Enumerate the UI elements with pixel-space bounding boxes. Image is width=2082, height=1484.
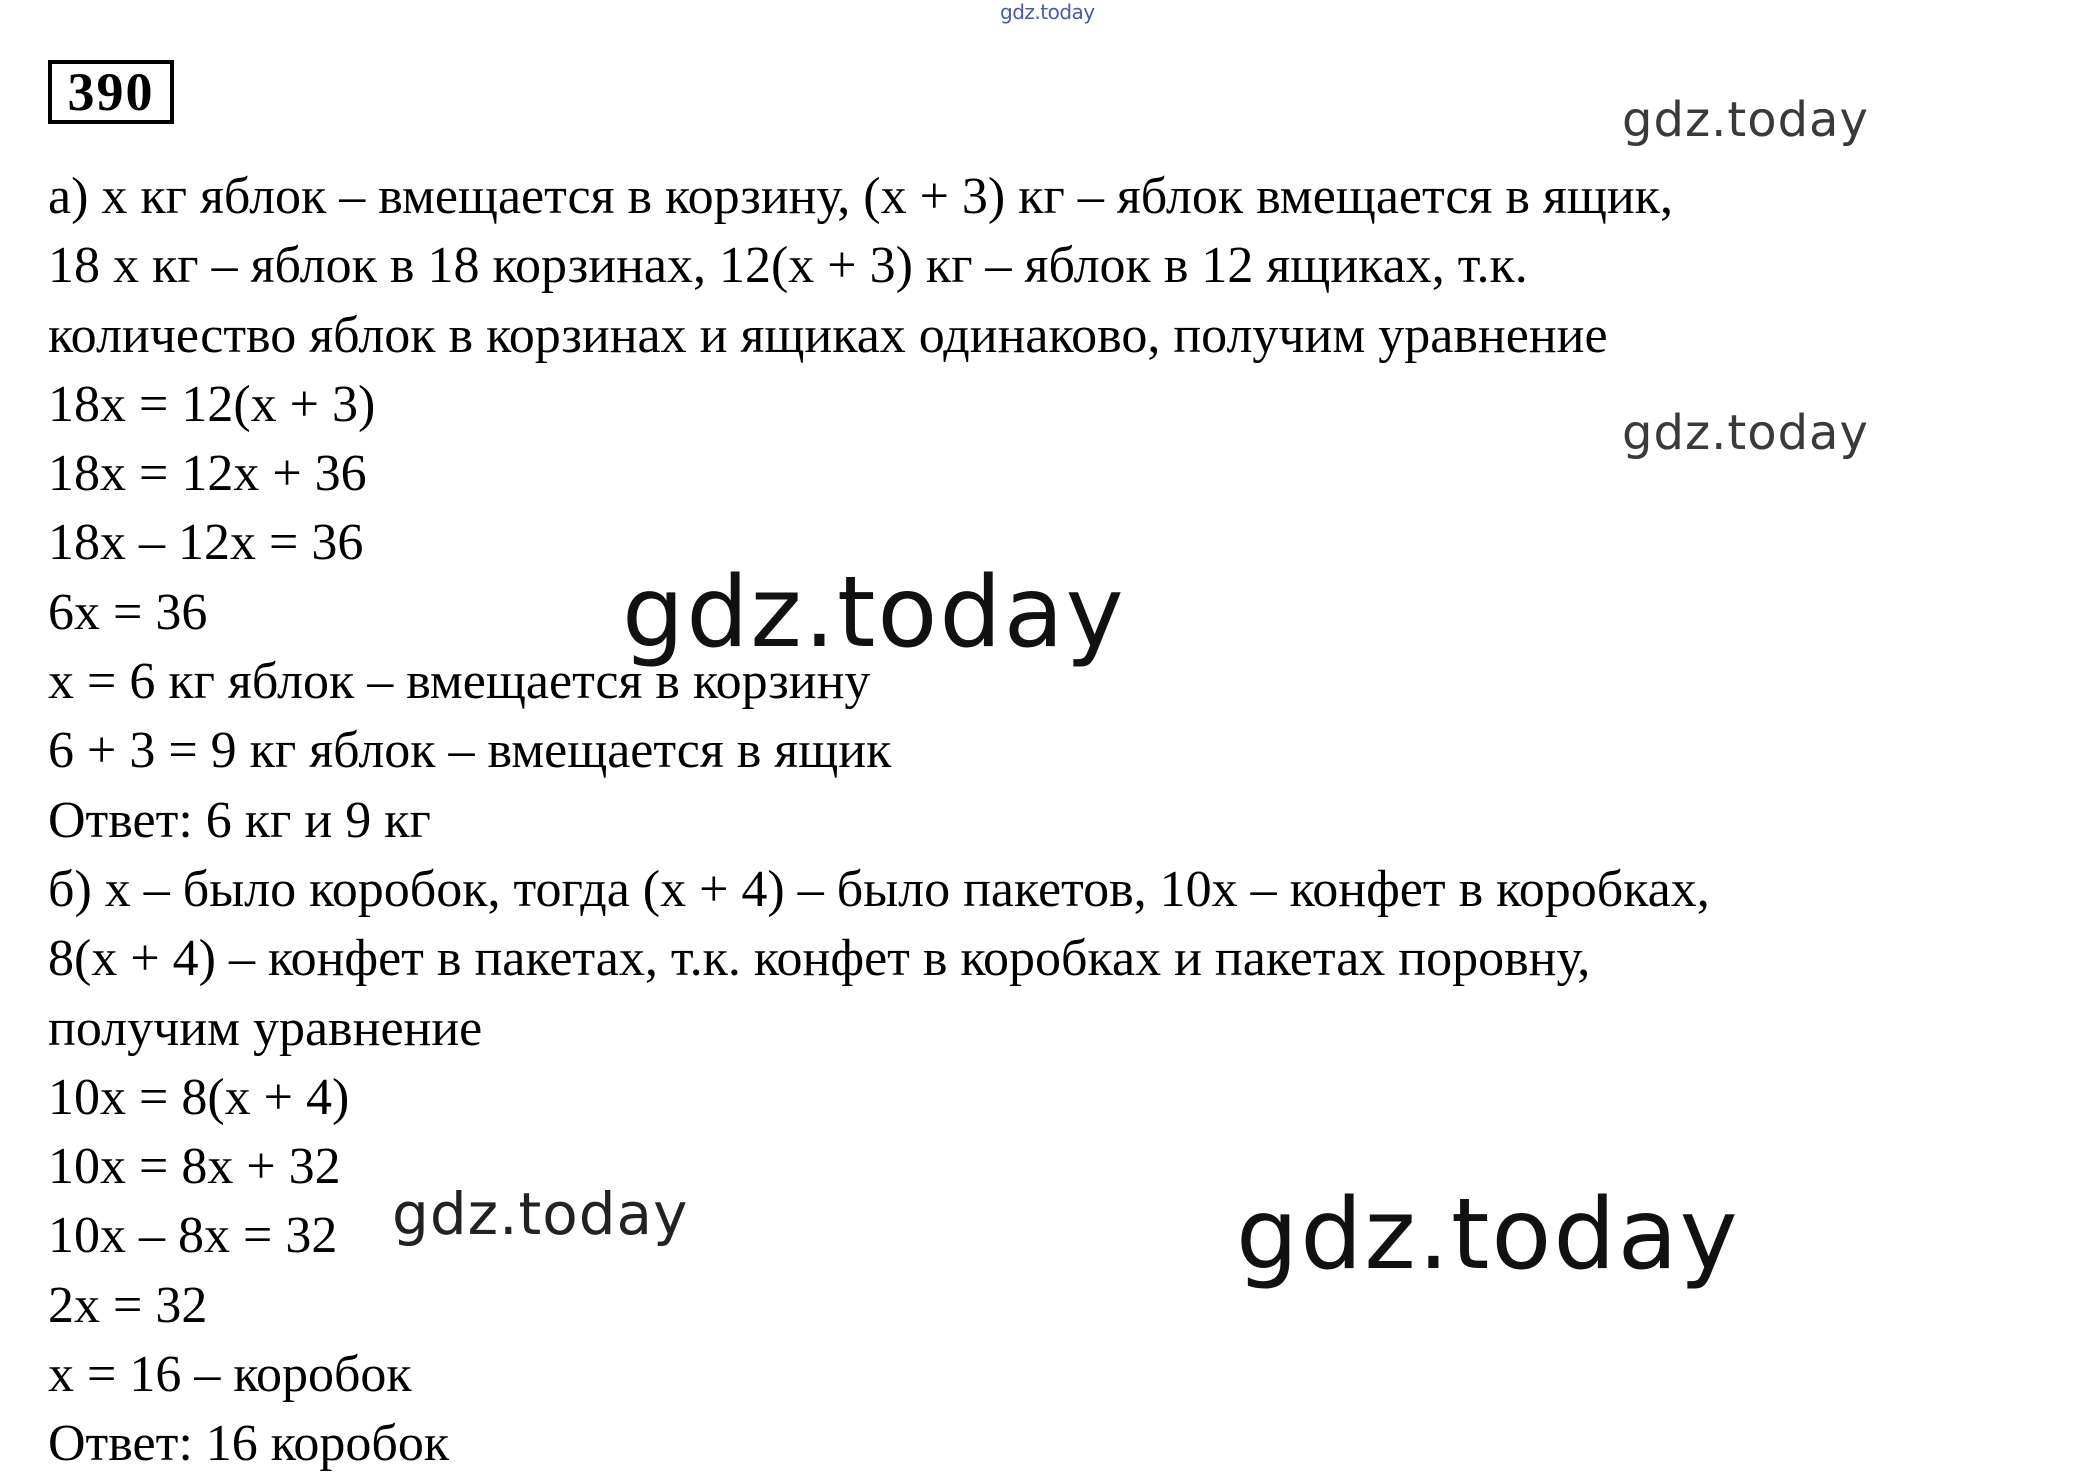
watermark: gdz.today xyxy=(392,1180,689,1248)
solution-line: 18 x кг – яблок в 18 корзинах, 12(x + 3) кг – яблок в 12 ящиках, т.к. xyxy=(48,237,1528,295)
top-watermark: gdz.today xyxy=(1000,0,1095,24)
watermark: gdz.today xyxy=(1236,1178,1740,1292)
equation-line: 2x = 32 xyxy=(48,1276,208,1334)
solution-line: 6 + 3 = 9 кг яблок – вмещается в ящик xyxy=(48,722,892,780)
equation-line: 18x = 12x + 36 xyxy=(48,445,367,503)
solution-line: x = 6 кг яблок – вмещается в корзину xyxy=(48,653,871,711)
equation-line: 10x – 8x = 32 xyxy=(48,1207,338,1265)
equation-line: 10x = 8x + 32 xyxy=(48,1138,341,1196)
equation-line: 18x – 12x = 36 xyxy=(48,514,364,572)
solution-line: а) x кг яблок – вмещается в корзину, (x + 3) кг – яблок вмещается в ящик, xyxy=(48,168,1673,225)
equation-line: 10x = 8(x + 4) xyxy=(48,1068,350,1126)
solution-line: x = 16 – коробок xyxy=(48,1346,412,1404)
answer-line: Ответ: 6 кг и 9 кг xyxy=(48,791,431,849)
problem-number: 390 xyxy=(48,60,174,124)
solution-line: получим уравнение xyxy=(48,999,483,1057)
answer-line: Ответ: 16 коробок xyxy=(48,1415,450,1473)
watermark: gdz.today xyxy=(1622,405,1869,461)
solution-line: количество яблок в корзинах и ящиках одинаково, получим уравнение xyxy=(48,306,1608,364)
watermark: gdz.today xyxy=(1622,92,1869,148)
solution-line: б) x – было коробок, тогда (x + 4) – было пакетов, 10x – конфет в коробках, xyxy=(48,860,1710,918)
watermark: gdz.today xyxy=(622,556,1126,670)
equation-line: 6x = 36 xyxy=(48,583,208,641)
equation-line: 18x = 12(x + 3) xyxy=(48,375,376,433)
solution-line: 8(x + 4) – конфет в пакетах, т.к. конфет в коробках и пакетах поровну, xyxy=(48,930,1591,988)
